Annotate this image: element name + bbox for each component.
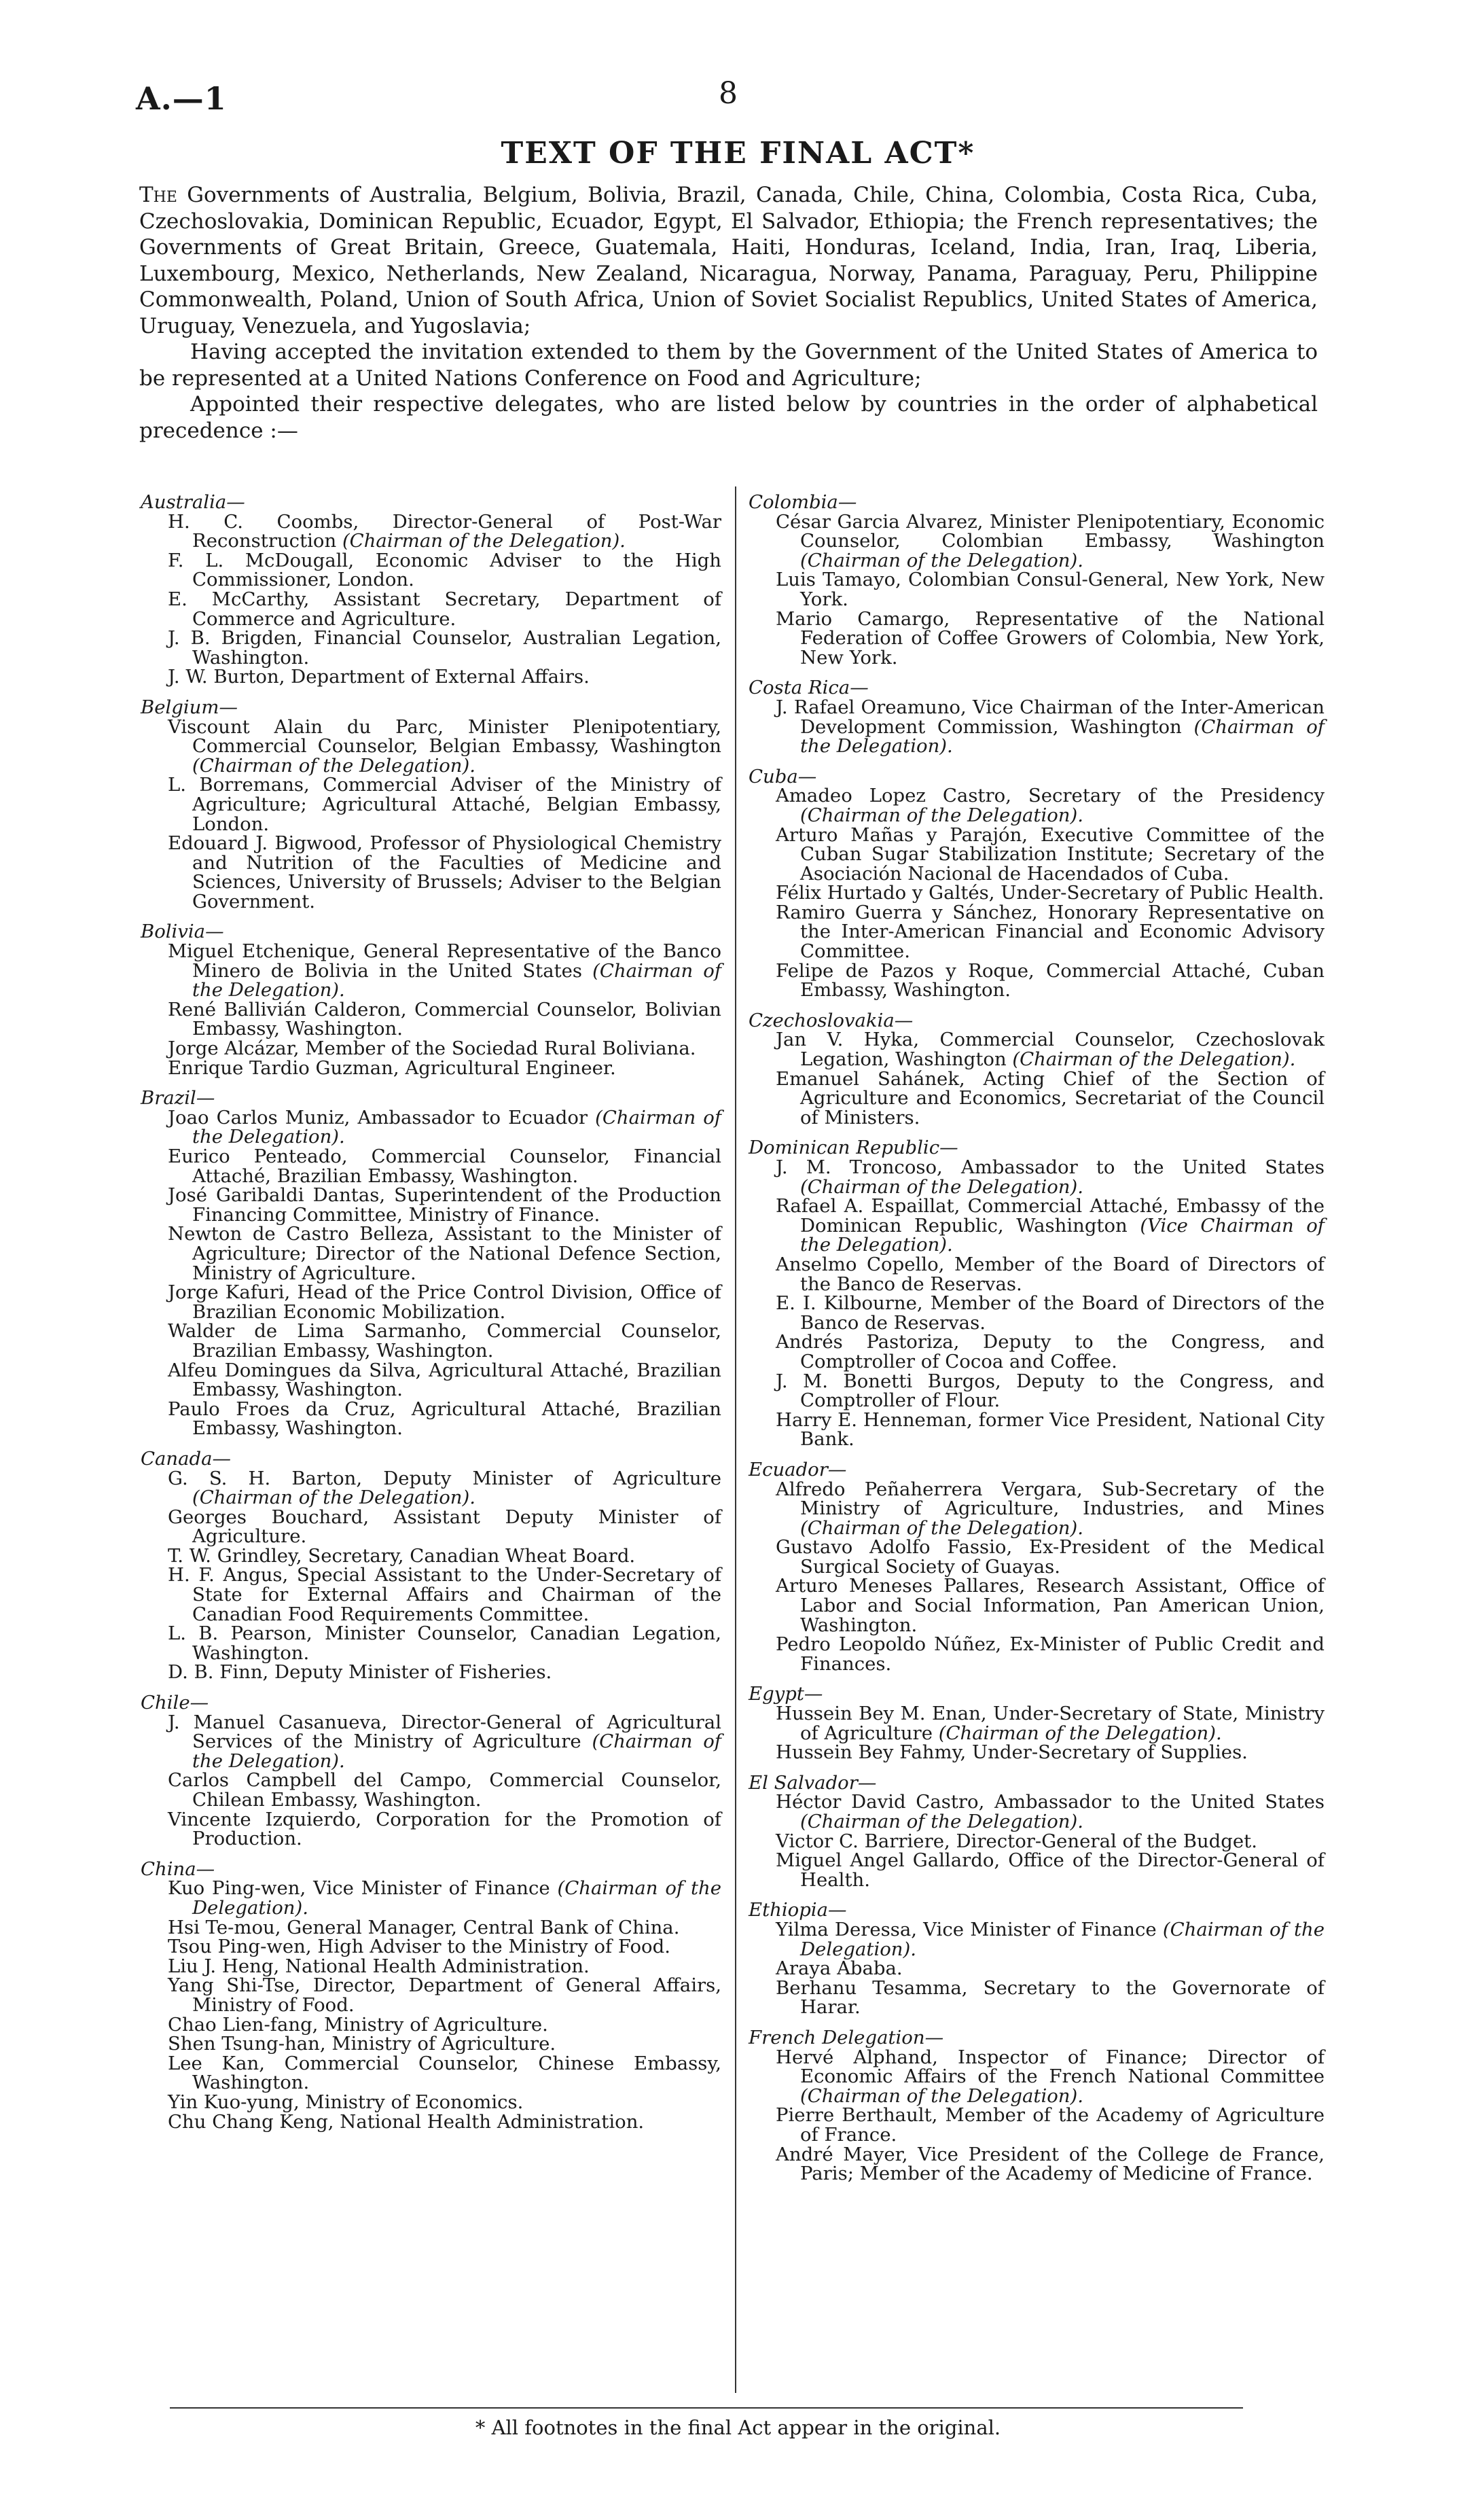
delegate-text: G. S. H. Barton, Deputy Minister of Agriculture [168, 1467, 721, 1489]
delegate-entry [141, 2054, 721, 2093]
delegate-entry [141, 1059, 721, 1078]
delegate-entry [141, 628, 721, 667]
country-heading: Cuba— [749, 765, 817, 787]
country-heading: Egypt— [749, 1683, 823, 1705]
delegate-entry [141, 1879, 721, 1917]
chairman-note: (Chairman of the Delegation). [800, 715, 1325, 758]
delegate-text: André Mayer, Vice President of the College de France, Paris; Member of the Academy of Medicine of France. [776, 2143, 1325, 2185]
chairman-note: (Chairman of the Delegation). [800, 1516, 1083, 1539]
delegate-entry [749, 903, 1325, 961]
delegates-column-left [141, 493, 721, 2131]
delegate-entry [749, 1410, 1325, 1449]
delegate-entry [141, 2034, 721, 2054]
delegate-text: Luis Tamayo, Colombian Consul-General, New York, New York. [776, 569, 1325, 610]
delegate-text: José Garibaldi Dantas, Superintendent of the Production Financing Committee, Ministry of Finance. [168, 1184, 721, 1226]
delegate-entry [749, 1959, 1325, 1978]
delegate-entry [749, 570, 1325, 609]
delegate-entry [141, 590, 721, 628]
delegate-text: Joao Carlos Muniz, Ambassador to Ecuador [168, 1106, 588, 1129]
delegate-entry [141, 1321, 721, 1360]
country-heading: Chile— [141, 1692, 209, 1714]
delegate-entry [141, 1624, 721, 1663]
country-heading: Canada— [141, 1447, 232, 1470]
country-heading: Dominican Republic— [749, 1137, 958, 1159]
delegate-text: Miguel Etchenique, General Representative of the Banco Minero de Bolivia in the United States [168, 940, 721, 982]
chairman-note: (Chairman of the Delegation). [938, 1722, 1222, 1744]
delegate-entry [749, 883, 1325, 903]
delegate-entry [141, 1361, 721, 1400]
delegate-text: Hussein Bey M. Enan, Under-Secretary of State, Ministry of Agriculture [776, 1703, 1325, 1744]
delegate-entry [749, 1372, 1325, 1410]
delegate-text: Arturo Mañas y Parajón, Executive Committee of the Cuban Sugar Stabilization Institute; Secretary of the Asociación Nacional de Hacendados of Cuba. [776, 823, 1325, 885]
delegate-text: D. B. Finn, Deputy Minister of Fisheries. [168, 1661, 552, 1684]
delegate-entry [749, 609, 1325, 668]
delegate-entry [749, 1576, 1325, 1635]
delegate-entry [749, 1480, 1325, 1538]
delegate-text: Berhanu Tesamma, Secretary to the Governorate of Harar. [776, 1976, 1325, 2019]
chairman-note: (Chairman of the Delegation). [800, 549, 1083, 571]
delegate-text: Hervé Alphand, Inspector of Finance; Director of Economic Affairs of the French National Committee [776, 2046, 1325, 2088]
delegate-text: J. B. Brigden, Financial Counselor, Australian Legation, Washington. [168, 627, 721, 669]
delegate-entry [749, 2048, 1325, 2106]
delegate-entry [749, 1294, 1325, 1332]
preamble-paragraph-2: Having accepted the invitation extended to them by the Government of the United States of America to be represented at a United Nations Conference on Food and Agriculture; [139, 340, 1318, 391]
footnote: * All footnotes in the final Act appear in the original. [475, 2416, 1001, 2439]
delegate-text: Alfredo Peñaherrera Vergara, Sub-Secretary of the Ministry of Agriculture, Industries, and Mines [776, 1478, 1325, 1520]
delegate-entry [141, 1713, 721, 1771]
delegate-text: Araya Ababa. [776, 1957, 903, 1980]
delegate-text: Félix Hurtado y Galtés, Under-Secretary of Public Health. [776, 882, 1325, 904]
delegate-text: Vincente Izquierdo, Corporation for the Promotion of Production. [168, 1808, 721, 1850]
delegate-entry [749, 1832, 1325, 1851]
delegate-entry [749, 1978, 1325, 2017]
delegate-entry [749, 2145, 1325, 2184]
delegate-entry [141, 834, 721, 911]
delegate-text: Pierre Berthault, Member of the Academy of Agriculture of France. [776, 2104, 1325, 2146]
delegate-entry [141, 667, 721, 687]
chairman-note: (Chairman of the Delegation). [800, 1811, 1083, 1832]
delegate-entry [141, 1976, 721, 2015]
delegate-entry [141, 2015, 721, 2035]
delegate-text: Ramiro Guerra y Sánchez, Honorary Representative on the Inter-American Financial and Economic Advisory Committee. [776, 901, 1325, 963]
delegate-text: Hsi Te-mou, General Manager, Central Bank of China. [168, 1916, 680, 1938]
delegate-entry [749, 698, 1325, 756]
delegate-text: Yin Kuo-yung, Ministry of Economics. [168, 2091, 524, 2113]
delegate-text: Eurico Penteado, Commercial Counselor, Financial Attaché, Brazilian Embassy, Washington. [168, 1146, 721, 1187]
delegate-entry [141, 1810, 721, 1849]
chairman-note: (Chairman of the Delegation). [800, 1175, 1083, 1198]
delegate-entry [141, 1565, 721, 1624]
delegate-text: Mario Camargo, Representative of the National Federation of Coffee Growers of Colombia, New York, New York. [776, 607, 1325, 669]
delegate-text: Miguel Angel Gallardo, Office of the Director-General of Health. [776, 1849, 1325, 1891]
delegate-entry [141, 2093, 721, 2112]
delegate-entry [749, 1030, 1325, 1069]
delegate-entry [749, 1158, 1325, 1196]
delegate-text: Hussein Bey Fahmy, Under-Secretary of Supplies. [776, 1741, 1248, 1764]
country-heading: Costa Rica— [749, 677, 869, 699]
delegate-text: J. Manuel Casanueva, Director-General of Agricultural Services of the Ministry of Agriculture [168, 1711, 721, 1753]
delegate-text: Tsou Ping-wen, High Adviser to the Ministry of Food. [168, 1936, 670, 1958]
delegate-entry [141, 1000, 721, 1039]
footnote-rule [170, 2407, 1243, 2409]
delegate-entry [141, 1108, 721, 1147]
country-heading: Brazil— [141, 1087, 215, 1110]
delegate-text: H. C. Coombs, Director-General of Post-War Reconstruction [168, 510, 721, 552]
delegate-text: Harry E. Henneman, former Vice President, National City Bank. [776, 1408, 1325, 1451]
delegate-text: E. I. Kilbourne, Member of the Board of Directors of the Banco de Reservas. [776, 1292, 1325, 1334]
delegate-text: Amadeo Lopez Castro, Secretary of the Presidency [776, 785, 1325, 807]
delegate-text: Georges Bouchard, Assistant Deputy Minister of Agriculture. [168, 1506, 721, 1548]
delegate-text: Viscount Alain du Parc, Minister Plenipotentiary, Commercial Counselor, Belgian Embassy, Washington [168, 715, 721, 758]
chairman-note: (Chairman of the Delegation). [192, 959, 722, 1001]
delegate-text: Carlos Campbell del Campo, Commercial Counselor, Chilean Embassy, Washington. [168, 1769, 721, 1811]
delegate-text: F. L. McDougall, Economic Adviser to the High Commissioner, London. [168, 549, 721, 591]
delegate-entry [141, 1186, 721, 1224]
delegate-entry [749, 512, 1325, 571]
delegate-entry [141, 1663, 721, 1682]
country-heading: Ethiopia— [749, 1899, 847, 1921]
chairman-note: (Chairman of the Delegation). [342, 530, 626, 552]
delegate-entry [749, 1069, 1325, 1128]
preamble-text-1: Governments of Australia, Belgium, Bolivia, Brazil, Canada, Chile, China, Colombia, Costa Rica, Cuba, Czechoslovakia, Dominican Republic, Ecuador, Egypt, El Salvador, Ethiopia; the French representatives; the Governments of Great Britain, Greece, Guatemala, Haiti, Honduras, Iceland, India, Iran, Iraq, Liberia, Luxembourg, Mexico, Netherlands, New Zealand, Nicaragua, Norway, Panama, Paraguay, Peru, Philippine Commonwealth, Poland, Union of South Africa, Union of Soviet Socialist Republics, United States of America, Uruguay, Venezuela, and Yugoslavia; [139, 183, 1318, 338]
delegate-entry [141, 1469, 721, 1508]
delegate-text: Jorge Alcázar, Member of the Sociedad Rural Boliviana. [168, 1037, 696, 1060]
delegate-text: L. B. Pearson, Minister Counselor, Canadian Legation, Washington. [168, 1622, 721, 1664]
delegate-entry [749, 1332, 1325, 1371]
delegate-text: Jorge Kafuri, Head of the Price Control Division, Office of Brazilian Economic Mobilization. [168, 1281, 721, 1323]
delegate-text: J. M. Troncoso, Ambassador to the United States [776, 1156, 1325, 1178]
delegate-text: J. M. Bonetti Burgos, Deputy to the Congress, and Comptroller of Flour. [776, 1370, 1325, 1412]
delegate-entry [749, 786, 1325, 825]
delegate-text: Chu Chang Keng, National Health Administration. [168, 2110, 645, 2133]
delegates-column-right [749, 493, 1325, 2184]
delegate-text: Shen Tsung-han, Ministry of Agriculture. [168, 2033, 556, 2055]
delegate-text: J. Rafael Oreamuno, Vice Chairman of the Inter-American Development Commission, Washington [776, 696, 1325, 738]
delegate-text: Gustavo Adolfo Fassio, Ex-President of the Medical Surgical Society of Guayas. [776, 1536, 1325, 1578]
delegate-entry [141, 1508, 721, 1546]
chairman-note: (Chairman of the Delegation). [192, 1487, 475, 1509]
chairman-note: (Chairman of the Delegation). [800, 2084, 1083, 2107]
delegate-text: H. F. Angus, Special Assistant to the Under-Secretary of State for External Affairs and Chairman of the Canadian Food Requirements Committee. [168, 1564, 721, 1625]
delegate-text: Chao Lien-fang, Ministry of Agriculture. [168, 2013, 548, 2036]
chairman-note: (Vice Chairman of the Delegation). [800, 1214, 1325, 1256]
page-title: TEXT OF THE FINAL ACT* [501, 136, 975, 171]
chairman-note: (Chairman of the Delegation). [192, 1731, 721, 1772]
column-divider [735, 486, 736, 2393]
delegate-entry [141, 1937, 721, 1957]
delegate-text: Yilma Deressa, Vice Minister of Finance [776, 1918, 1157, 1940]
delegate-entry [141, 942, 721, 1000]
delegate-text: Jan V. Hyka, Commercial Counselor, Czechoslovak Legation, Washington [776, 1029, 1325, 1071]
delegate-entry [749, 1196, 1325, 1255]
chairman-note: (Chairman of the Delegation). [800, 804, 1083, 826]
preamble-lead-word: The [139, 183, 177, 207]
delegate-text: César Garcia Alvarez, Minister Plenipotentiary, Economic Counselor, Colombian Embassy, Washington [776, 510, 1325, 552]
delegate-text: Newton de Castro Belleza, Assistant to the Minister of Agriculture; Director of the National Defence Section, Ministry of Agriculture. [168, 1223, 721, 1284]
delegate-text: Kuo Ping-wen, Vice Minister of Finance [168, 1877, 550, 1900]
delegate-text: L. Borremans, Commercial Adviser of the Ministry of Agriculture; Agricultural Attaché, Belgian Embassy, London. [168, 774, 721, 835]
delegate-text: Rafael A. Espaillat, Commercial Attaché, Embassy of the Dominican Republic, Washington [776, 1195, 1325, 1237]
delegate-text: J. W. Burton, Department of External Affairs. [168, 666, 590, 688]
delegate-entry [141, 1400, 721, 1438]
delegate-entry [141, 551, 721, 590]
delegate-entry [749, 1792, 1325, 1831]
delegate-entry [141, 1039, 721, 1059]
delegate-text: Yang Shi-Tse, Director, Department of General Affairs, Ministry of Food. [168, 1974, 721, 2016]
delegate-entry [141, 512, 721, 551]
delegate-text: Pedro Leopoldo Núñez, Ex-Minister of Public Credit and Finances. [776, 1633, 1325, 1675]
delegate-entry [749, 1635, 1325, 1673]
chairman-note: (Chairman of the Delegation). [1012, 1048, 1296, 1071]
delegate-entry [141, 1546, 721, 1566]
delegate-entry [141, 775, 721, 834]
delegate-entry [141, 1224, 721, 1283]
preamble [139, 182, 1318, 444]
delegate-entry [749, 823, 1325, 885]
chairman-note: (Chairman of the Delegation). [192, 1877, 721, 1919]
delegate-text: Alfeu Domingues da Silva, Agricultural Attaché, Brazilian Embassy, Washington. [168, 1359, 721, 1401]
delegate-text: Anselmo Copello, Member of the Board of Directors of the Banco de Reservas. [776, 1253, 1325, 1295]
delegate-text: T. W. Grindley, Secretary, Canadian Wheat Board. [168, 1544, 636, 1567]
delegate-entry [749, 1704, 1325, 1743]
delegate-text: E. McCarthy, Assistant Secretary, Department of Commerce and Agriculture. [168, 588, 721, 630]
country-heading: El Salvador— [749, 1771, 877, 1794]
delegate-text: Edouard J. Bigwood, Professor of Physiological Chemistry and Nutrition of the Faculties of Medicine and Sciences, University of Brussels; Adviser to the Belgian Government. [168, 832, 721, 912]
delegate-entry [749, 2106, 1325, 2144]
delegate-text: Paulo Froes da Cruz, Agricultural Attaché, Brazilian Embassy, Washington. [168, 1398, 721, 1440]
delegate-text: Victor C. Barriere, Director-General of the Budget. [776, 1830, 1257, 1852]
delegate-entry [141, 1771, 721, 1809]
chairman-note: (Chairman of the Delegation). [192, 754, 475, 777]
country-heading: Czechoslovakia— [749, 1009, 914, 1031]
delegate-entry [749, 1851, 1325, 1889]
country-heading: Australia— [141, 491, 245, 513]
delegate-text: Lee Kan, Commercial Counselor, Chinese Embassy, Washington. [168, 2052, 721, 2094]
preamble-paragraph-1 [139, 182, 1318, 339]
page-number: 8 [719, 76, 738, 111]
chairman-note: (Chairman of the Delegation). [800, 1918, 1325, 1960]
delegate-entry [749, 1538, 1325, 1576]
delegate-text: Felipe de Pazos y Roque, Commercial Attaché, Cuban Embassy, Washington. [776, 959, 1325, 1001]
country-heading: Ecuador— [749, 1458, 847, 1480]
delegate-entry [141, 1957, 721, 1976]
delegate-text: Andrés Pastoriza, Deputy to the Congress, and Comptroller of Cocoa and Coffee. [776, 1331, 1325, 1372]
country-heading: Colombia— [749, 491, 857, 513]
delegate-entry [749, 1920, 1325, 1959]
country-heading: Belgium— [141, 696, 238, 718]
delegate-entry [749, 1743, 1325, 1762]
delegate-entry [749, 961, 1325, 1000]
preamble-paragraph-3: Appointed their respective delegates, who are listed below by countries in the order of alphabetical precedence :— [139, 392, 1318, 443]
delegate-entry [141, 1147, 721, 1186]
delegate-entry [141, 717, 721, 776]
delegate-text: Enrique Tardio Guzman, Agricultural Engineer. [168, 1057, 616, 1079]
country-heading: French Delegation— [749, 2026, 944, 2048]
delegate-entry [749, 1255, 1325, 1294]
delegate-entry [141, 2112, 721, 2132]
delegate-text: Liu J. Heng, National Health Administration. [168, 1955, 590, 1977]
delegate-entry [141, 1918, 721, 1938]
delegate-text: René Ballivián Calderon, Commercial Counselor, Bolivian Embassy, Washington. [168, 998, 721, 1040]
delegate-entry [141, 1283, 721, 1321]
country-heading: Bolivia— [141, 921, 224, 943]
delegate-text: Arturo Meneses Pallares, Research Assistant, Office of Labor and Social Information, Pan American Union, Washington. [776, 1575, 1325, 1636]
delegate-text: Héctor David Castro, Ambassador to the United States [776, 1791, 1325, 1813]
delegate-text: Emanuel Sahánek, Acting Chief of the Section of Agriculture and Economics, Secretariat of the Council of Ministers. [776, 1067, 1325, 1129]
delegate-text: Walder de Lima Sarmanho, Commercial Counselor, Brazilian Embassy, Washington. [168, 1320, 721, 1362]
document-reference: A.—1 [136, 80, 227, 117]
country-heading: China— [141, 1858, 215, 1880]
chairman-note: (Chairman of the Delegation). [192, 1106, 721, 1148]
